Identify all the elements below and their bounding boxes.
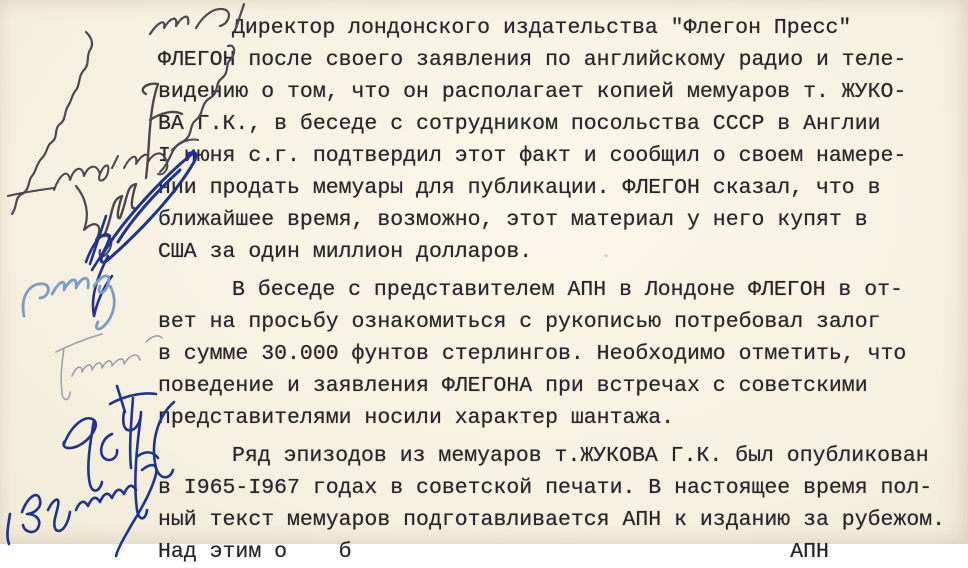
typed-line: I июня с.г. подтвердил этот факт и сообщил о своем намере- (158, 144, 907, 168)
typed-line: видению о том, что он располагает копией мемуаров т. ЖУКО- (158, 80, 907, 104)
typed-line: Над этим о б АПН (158, 540, 829, 564)
typed-line: ВА Г.К., в беседе с сотрудником посольства СССР в Англии (158, 112, 881, 136)
document-text (158, 0, 958, 568)
typed-line: В беседе с представителем АПН в Лондоне ФЛЕГОН в от- (232, 278, 903, 302)
typed-line: ФЛЕГОН после своего заявления по английскому радио и теле- (158, 48, 907, 72)
typed-line: нии продать мемуары для публикации. ФЛЕГОН сказал, что в (158, 176, 881, 200)
paragraph (158, 440, 958, 568)
typed-line: ный текст мемуаров подготавливается АПН к изданию за рубежом. (158, 508, 946, 532)
scan-speck (604, 254, 608, 257)
handwriting-bottom-signature (7, 452, 158, 556)
typed-line: вет на просьбу ознакомиться с рукописью потребовал залог (158, 310, 881, 334)
typed-line: в I965-I967 годах в советской печати. В настоящее время пол- (158, 476, 933, 500)
handwriting-navy-monogram (64, 386, 156, 518)
handwriting-pale-signature (56, 334, 162, 400)
typed-line: поведение и заявления ФЛЕГОНА при встречах с советскими (158, 374, 868, 398)
paragraph (158, 12, 958, 268)
handwriting-gray-descender (76, 186, 111, 256)
paragraph (158, 274, 958, 434)
typed-line: Ряд эпизодов из мемуаров т.ЖУКОВА Г.К. был опубликован (232, 444, 929, 468)
typed-line: США за один миллион долларов. (158, 240, 533, 264)
handwriting-signature-initials (104, 184, 136, 236)
scan-speck (520, 421, 523, 424)
typed-line: представителями носили характер шантажа. (158, 406, 675, 430)
typed-line: ближайшее время, возможно, этот материал у него купят в (158, 208, 868, 232)
handwriting-blue-loop-tail (86, 216, 112, 316)
handwriting-agreement-note (12, 32, 92, 214)
typed-line: в сумме 30.000 фунтов стерлингов. Необходимо отметить, что (158, 342, 907, 366)
typed-line: Директор лондонского издательства "Флегон Пресс" (232, 16, 852, 40)
handwriting-lightblue-scrawl (23, 276, 114, 329)
